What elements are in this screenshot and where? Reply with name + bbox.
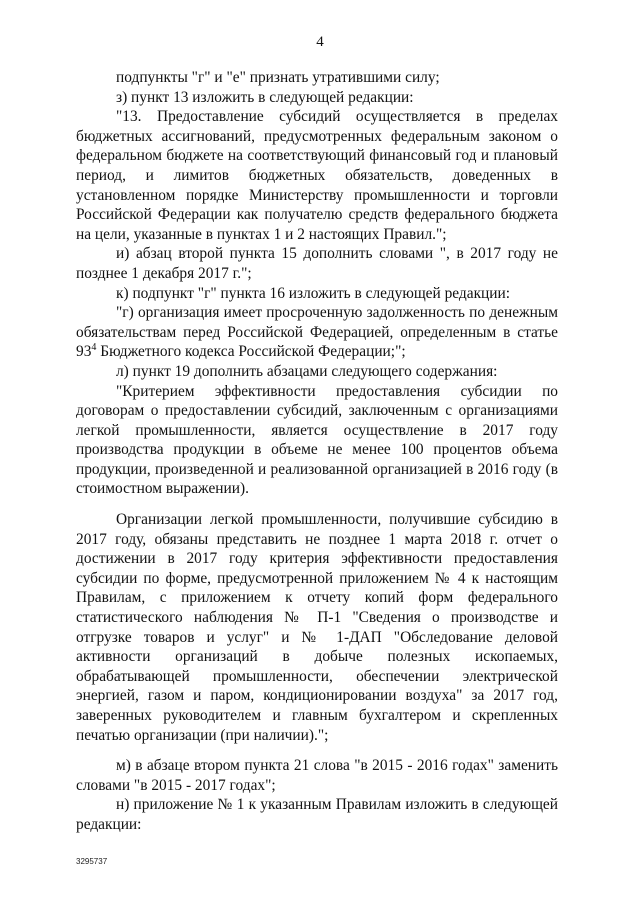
paragraph-clause-13: "13. Предоставление субсидий осуществляется в пределах бюджетных ассигнований, предусмотренных федеральным законом о федеральном бюджете на соответствующий финансовый год и плановый период, и лимитов бюджетных обязательств, доведенных в установленном порядке Министерству промышленности и торговли Российской Федерации как получателю средств федерального бюджета на цели, указанные в пунктах 1 и 2 настоящих Правил."; xyxy=(76,108,558,243)
paragraph-n: н) приложение № 1 к указанным Правилам изложить в следующей редакции: xyxy=(76,796,558,833)
page-number: 4 xyxy=(316,34,324,50)
paragraph-z: з) пункт 13 изложить в следующей редакции: xyxy=(116,88,414,106)
document-body xyxy=(76,68,558,835)
paragraph-subpoints-invalid: подпункты "г" и "е" признать утратившими силу; xyxy=(116,69,440,86)
paragraph-subpoint-g xyxy=(76,303,558,362)
article-superscript: 4 xyxy=(91,342,97,354)
subpoint-g-text: "г) организация имеет просроченную задолженность по денежным обязательствам перед Российской Федерацией, определенным в статье 93 xyxy=(76,304,558,361)
paragraph-i: и) абзац второй пункта 15 дополнить словами ", в 2017 году не позднее 1 декабря 2017 г."; xyxy=(76,245,558,282)
paragraph-report: Организации легкой промышленности, получившие субсидию в 2017 году, обязаны представить не позднее 1 марта 2018 г. отчет о достижении в 2017 году критерия эффективности предоставления субсидии по форме, предусмотренной приложением № 4 к настоящим Правилам, с приложением к отчету копий форм федерального статистического наблюдения № П-1 "Сведения о производстве и отгрузке товаров и услуг" и № 1-ДАП "Обследование деловой активности организаций в добыче полезных ископаемых, обрабатывающей промышленности, обеспечении электрической энергией, газом и паром, кондиционировании воздуха" за 2017 год, заверенных руководителем и главным бухгалтером и скрепленных печатью организации (при наличии)."; xyxy=(76,511,558,744)
paragraph-m: м) в абзаце втором пункта 21 слова "в 2015 - 2016 годах" заменить словами "в 2015 - 2017 годах"; xyxy=(76,757,558,794)
document-id: 3295737 xyxy=(76,857,108,866)
paragraph-k: к) подпункт "г" пункта 16 изложить в следующей редакции: xyxy=(116,284,511,302)
paragraph-l: л) пункт 19 дополнить абзацами следующего содержания: xyxy=(116,362,498,380)
paragraph-criterion: "Критерием эффективности предоставления субсидии по договорам о предоставлении субсидий, заключенным с организациями легкой промышленности, является осуществление в 2017 году производства продукции в объеме не менее 100 процентов объема продукции, произведенной и реализованной организацией в 2016 году (в стоимостном выражении). xyxy=(76,382,558,498)
subpoint-g-text-end: Бюджетного кодекса Российской Федерации;"; xyxy=(96,343,406,361)
